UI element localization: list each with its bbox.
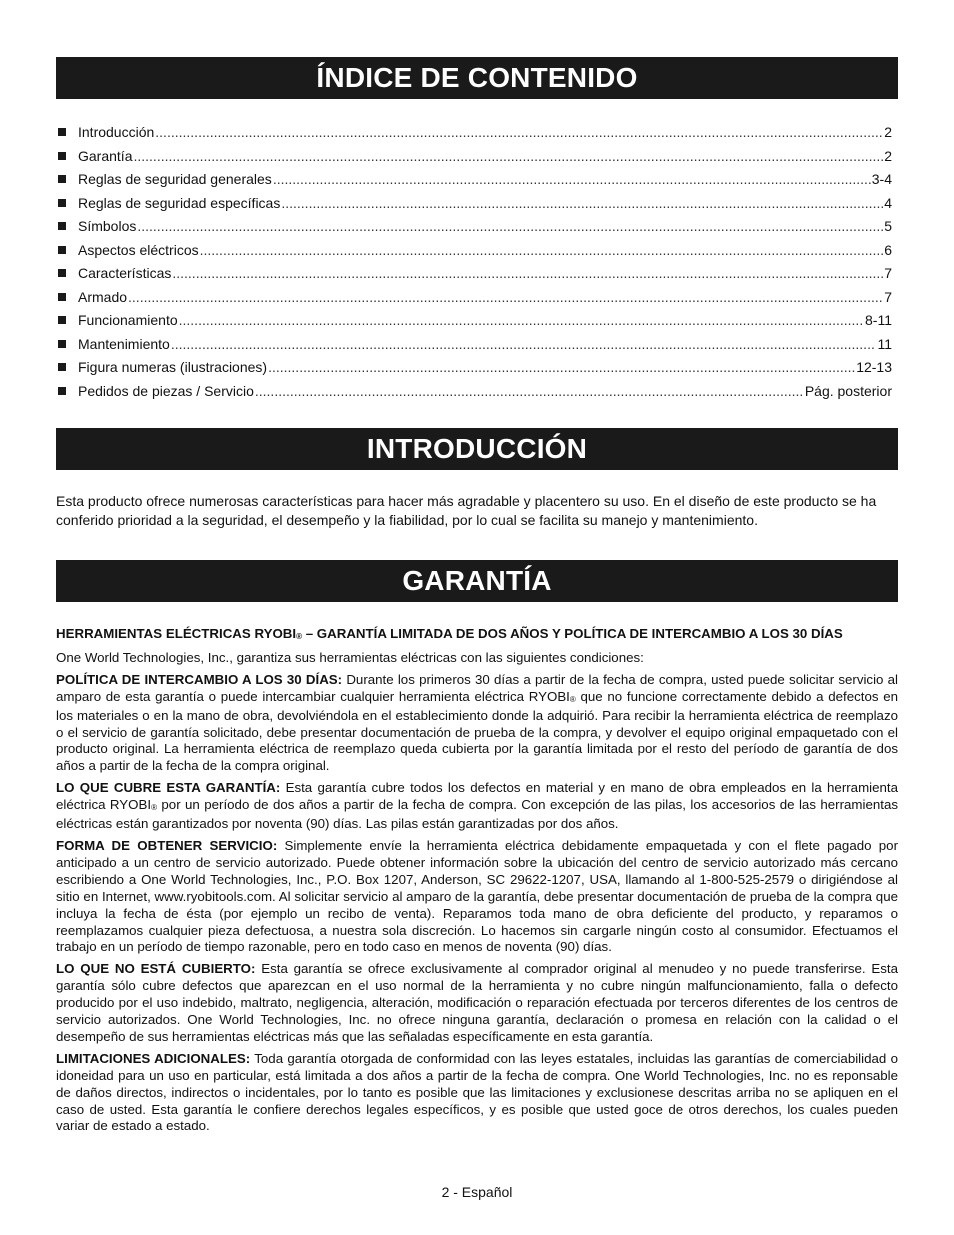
toc-item-page: Pág. posterior <box>804 382 892 399</box>
toc-item[interactable] <box>58 286 892 310</box>
registered-mark: ® <box>296 632 302 641</box>
toc-item-page: 12-13 <box>856 359 892 375</box>
square-bullet-icon <box>58 293 66 301</box>
warranty-heading-rest: – GARANTÍA LIMITADA DE DOS AÑOS Y POLÍTICA DE INTERCAMBIO A LOS 30 DÍAS <box>302 626 843 641</box>
square-bullet-icon <box>58 363 66 371</box>
registered-mark: ® <box>569 694 576 704</box>
toc-item-page: 7 <box>884 265 892 281</box>
toc-item-label: Figura numeras (ilustraciones) <box>78 359 268 375</box>
limitations-text: Toda garantía otorgada de conformidad con las leyes estatales, incluidas las garantías de comerciabilidad o idoneidad para un uso en particular, está limitada a dos años a partir de la fecha de compra. One World Technologies, Inc. no es reponsable de daños directos, indirectos o incidentales, por lo tanto es posible que las limitaciones y exclusionese descritas arriba no se apliquen en el caso de usted. Esta garantía le confiere derechos legales específicos, y es posible que usted goce de otros derechos, los cuales pueden variar de estado a estado. <box>56 1050 898 1134</box>
toc-item[interactable] <box>58 192 892 216</box>
toc-leader-dots <box>179 309 864 333</box>
toc-item[interactable] <box>58 145 892 169</box>
square-bullet-icon <box>58 199 66 207</box>
limitations-paragraph <box>56 1051 898 1136</box>
toc-leader-dots <box>200 239 884 263</box>
square-bullet-icon <box>58 387 66 395</box>
toc-item-label: Pedidos de piezas / Servicio <box>78 382 254 399</box>
square-bullet-icon <box>58 246 66 254</box>
toc-leader-dots <box>255 380 804 404</box>
toc-leader-dots <box>273 168 871 192</box>
not-covered-paragraph <box>56 961 898 1046</box>
service-text: Simplemente envíe la herramienta eléctrica debidamente empaquetada y con el flete pagado por anticipado a un centro de servicio autorizado. Puede obtener información sobre la ubicación del centro de servicio autorizado más cercano escribiendo a One World Technologies, Inc., P.O. Box 1207, Anderson, SC 29622-1207, USA, llamando al 1-800-525-2579 o dirigiéndose al sitio en Internet, www.ryobitools.com. Al solicitar servicio al amparo de la garantía, debe presentar documentación de prueba de la compra que incluya la fecha de ésta (por ejemplo un recibo de venta). Reparamos toda mano de obra deficiente del producto, y reparamos o reemplazamos cualquier pieza defectuosa, a nuestra sola discreción. Lo hacemos sin cargarle ningún costo al consumidor. Efectuamos el trabajo en un período de tiempo razonable, pero en todo caso en menos de noventa (90) días. <box>56 837 898 955</box>
square-bullet-icon <box>58 340 66 348</box>
toc-item[interactable] <box>58 333 892 357</box>
toc-item[interactable] <box>58 380 892 404</box>
registered-mark: ® <box>151 803 157 813</box>
square-bullet-icon <box>58 269 66 277</box>
toc-list <box>58 121 892 403</box>
toc-item[interactable] <box>58 121 892 145</box>
warranty-heading-brand: HERRAMIENTAS ELÉCTRICAS RYOBI <box>56 626 297 641</box>
toc-item-label: Armado <box>78 288 128 305</box>
toc-item-label: Reglas de seguridad generales <box>78 171 272 187</box>
exchange-policy-text-a: Durante los primeros 30 días a partir de la fecha de compra, usted puede solicitar servicio al amparo de esta garantía o puede intercambiar cualquier herramienta eléctrica RYOBI <box>56 671 898 704</box>
toc-item-page: 2 <box>884 147 892 164</box>
toc-item-label: Mantenimiento <box>78 335 170 352</box>
coverage-paragraph <box>56 780 898 833</box>
toc-item[interactable] <box>58 356 892 380</box>
toc-leader-dots <box>171 333 877 357</box>
not-covered-label: LO QUE NO ESTÁ CUBIERTO: <box>56 961 256 977</box>
coverage-label: LO QUE CUBRE ESTA GARANTÍA: <box>56 780 281 796</box>
warranty-lead: One World Technologies, Inc., garantiza sus herramientas eléctricas con las siguientes condiciones: <box>56 649 644 665</box>
toc-item[interactable] <box>58 239 892 263</box>
toc-title: ÍNDICE DE CONTENIDO <box>56 57 898 99</box>
exchange-policy-text-b: que no funcione correctamente debido a defectos en los materiales o en la mano de obra, devolviéndola en el establecimiento donde la adquirió. Para recibir la herramienta eléctrica de reemplazo o el servicio de garantía solicitado, debe presentar documentación de prueba de la compra, y devolver el equipo original empaquetado con el producto original. La herramienta eléctrica de reemplazo queda cubierta por la garantía limitada por el resto del período de garantía de dos años a partir de la fecha de la compra original. <box>56 688 899 774</box>
toc-leader-dots <box>172 262 883 286</box>
intro-paragraph: Esta producto ofrece numerosas características para hacer más agradable y placentero su uso. En el diseño de este producto se ha conferido prioridad a la seguridad, el desempeño y la fiabilidad, por lo cual se facilita su manejo y mantenimiento. <box>56 493 877 528</box>
service-paragraph <box>56 838 898 956</box>
toc-item-page: 4 <box>884 194 892 211</box>
toc-item-label: Funcionamiento <box>78 312 178 328</box>
warranty-heading <box>56 626 898 645</box>
toc-item-label: Aspectos eléctricos <box>78 241 199 258</box>
toc-leader-dots <box>133 145 883 169</box>
toc-item-page: 2 <box>884 124 892 140</box>
toc-item-page: 11 <box>877 335 892 352</box>
toc-leader-dots <box>137 215 883 239</box>
square-bullet-icon <box>58 128 66 136</box>
intro-title: INTRODUCCIÓN <box>56 428 898 470</box>
toc-item[interactable] <box>58 215 892 239</box>
toc-leader-dots <box>128 286 883 310</box>
toc-item-label: Símbolos <box>78 218 137 234</box>
square-bullet-icon <box>58 222 66 230</box>
toc-leader-dots <box>155 121 883 145</box>
toc-item[interactable] <box>58 168 892 192</box>
toc-leader-dots <box>281 192 883 216</box>
page-footer: 2 - Español <box>441 1184 513 1200</box>
toc-item[interactable] <box>58 309 892 333</box>
toc-item-page: 3-4 <box>871 171 892 187</box>
square-bullet-icon <box>58 316 66 324</box>
toc-item-label: Reglas de seguridad específicas <box>78 194 281 211</box>
exchange-policy-label: POLÍTICA DE INTERCAMBIO A LOS 30 DÍAS: <box>56 671 343 687</box>
warranty-body <box>56 626 898 1140</box>
exchange-policy-paragraph <box>56 672 898 775</box>
toc-item-label: Introducción <box>78 124 155 140</box>
toc-item-page: 7 <box>884 288 892 305</box>
toc-leader-dots <box>268 356 855 380</box>
coverage-text-b: por un período de dos años a partir de la fecha de compra. Con excepción de las pilas, los accesorios de las herramientas eléctricas están garantizados por noventa (90) días. Las pilas están garantizadas por dos años. <box>56 797 898 832</box>
square-bullet-icon <box>58 152 66 160</box>
warranty-title: GARANTÍA <box>56 560 898 602</box>
toc-item-page: 6 <box>884 241 892 258</box>
toc-item-page: 5 <box>884 218 892 234</box>
toc-item-page: 8-11 <box>865 312 892 328</box>
service-label: FORMA DE OBTENER SERVICIO: <box>56 837 278 853</box>
toc-item-label: Características <box>78 265 172 281</box>
square-bullet-icon <box>58 175 66 183</box>
toc-item[interactable] <box>58 262 892 286</box>
toc-item-label: Garantía <box>78 147 133 164</box>
limitations-label: LIMITACIONES ADICIONALES: <box>56 1050 251 1066</box>
not-covered-text: Esta garantía se ofrece exclusivamente al comprador original al menudeo y no puede transferirse. Esta garantía sólo cubre defectos que aparezcan en el uso normal de la herramienta y no cubre ningún malfuncionamiento, falla o defecto producido por el uso indebido, maltrato, negligencia, alteración, modificación o reparación efectuada por terceros diferentes de los centros de servicio autorizados. One World Technologies, Inc. no ofrece ninguna garantía, declaración o promesa en relación con la calidad o el desempeño de sus herramientas eléctricas más que las señaladas específicamente en esta garantía. <box>56 961 899 1044</box>
coverage-text-a: Esta garantía cubre todos los defectos en material y en mano de obra empleados en la herramienta eléctrica RYOBI <box>56 780 898 813</box>
